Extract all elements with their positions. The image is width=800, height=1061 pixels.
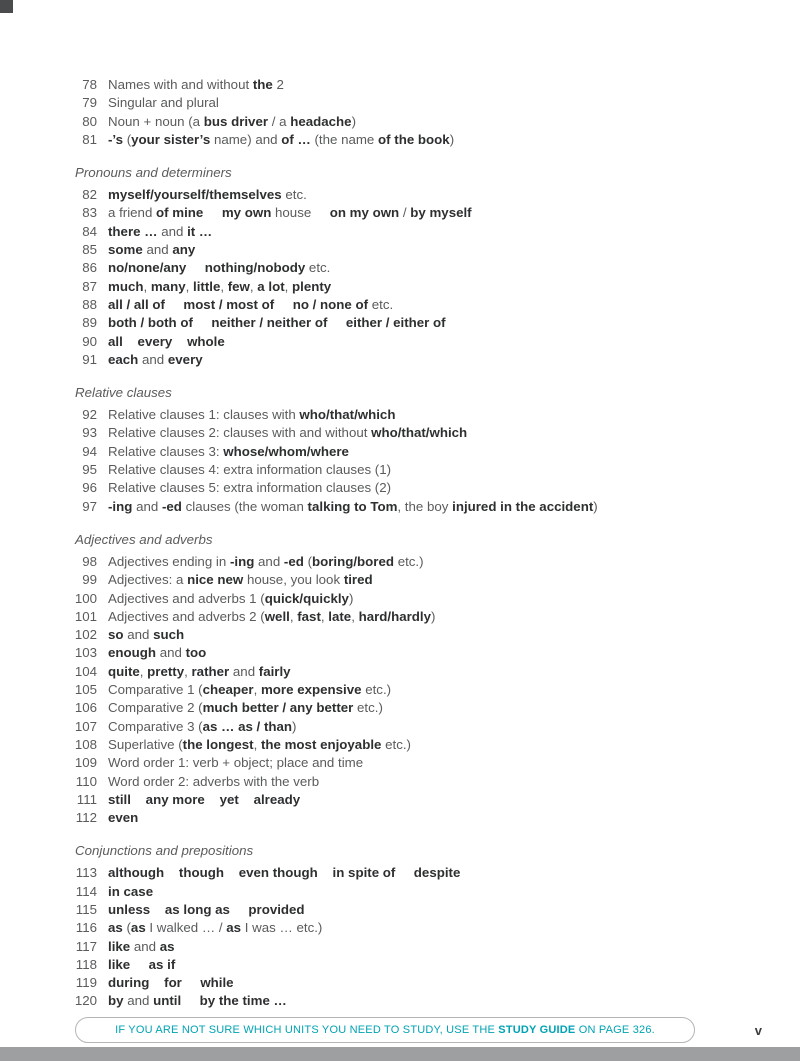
toc-row <box>69 974 760 992</box>
study-guide-note-pre: IF YOU ARE NOT SURE WHICH UNITS YOU NEED TO STUDY, USE THE <box>115 1024 499 1036</box>
unit-number: 105 <box>74 682 97 698</box>
toc-row <box>69 186 760 204</box>
unit-number: 89 <box>82 315 97 331</box>
study-guide-note <box>75 1017 695 1043</box>
unit-title: Adjectives ending in -ing and -ed (boring/bored etc.) <box>108 553 424 569</box>
toc-row <box>69 94 760 112</box>
unit-title: in case <box>108 883 154 899</box>
unit-title: Names with and without the 2 <box>108 77 284 92</box>
study-guide-label: STUDY GUIDE <box>498 1024 576 1036</box>
toc-row <box>69 736 760 754</box>
toc-row <box>69 644 760 662</box>
toc-row <box>69 699 760 717</box>
toc-row <box>69 864 760 882</box>
section-heading: Relative clauses <box>75 385 172 401</box>
toc-row <box>69 498 760 516</box>
unit-number: 97 <box>82 498 97 514</box>
toc-row <box>69 479 760 497</box>
unit-number: 94 <box>82 443 97 459</box>
unit-number: 99 <box>82 572 97 588</box>
unit-title: -ing and -ed clauses (the woman talking to Tom, the boy injured in the accident) <box>108 498 598 514</box>
unit-title: so and such <box>108 627 185 643</box>
unit-number: 108 <box>74 736 97 752</box>
unit-title: myself/yourself/themselves etc. <box>108 187 307 203</box>
unit-title: even <box>108 810 139 826</box>
unit-title: Relative clauses 3: whose/whom/where <box>108 443 349 459</box>
toc-row <box>69 333 760 351</box>
unit-title: like and as <box>108 938 175 954</box>
unit-title: Relative clauses 2: clauses with and without who/that/which <box>108 425 468 441</box>
unit-title: Relative clauses 5: extra information clauses (2) <box>108 480 392 496</box>
toc-row <box>69 351 760 369</box>
unit-title: Singular and plural <box>108 95 219 111</box>
unit-title: Word order 1: verb + object; place and time <box>108 755 364 771</box>
toc-row <box>69 608 760 626</box>
unit-number: 82 <box>82 187 97 203</box>
unit-number: 79 <box>82 95 97 111</box>
unit-number: 84 <box>82 223 97 239</box>
unit-number: 102 <box>74 627 97 643</box>
unit-number: 100 <box>74 590 97 606</box>
toc-row <box>69 663 760 681</box>
toc-row <box>69 681 760 699</box>
toc-row <box>69 956 760 974</box>
page-number: v <box>754 1022 762 1038</box>
unit-number: 95 <box>82 462 97 478</box>
unit-number: 112 <box>75 810 97 826</box>
toc-row <box>69 901 760 919</box>
unit-title: all / all of most / most of no / none of etc. <box>108 296 394 312</box>
toc-row <box>69 406 760 424</box>
toc-row <box>69 718 760 736</box>
unit-title: like as if <box>108 956 176 972</box>
unit-number: 85 <box>82 242 97 258</box>
unit-number: 117 <box>75 938 97 954</box>
unit-number: 111 <box>76 791 97 807</box>
unit-number: 88 <box>82 296 97 312</box>
unit-title: during for while <box>108 975 234 991</box>
toc-row <box>69 626 760 644</box>
unit-title: Noun + noun (a bus driver / a headache) <box>108 113 356 129</box>
unit-number: 118 <box>75 956 97 972</box>
unit-title: much, many, little, few, a lot, plenty <box>108 278 332 294</box>
toc-row <box>69 259 760 277</box>
unit-number: 101 <box>74 608 97 624</box>
unit-title: Relative clauses 4: extra information clauses (1) <box>108 462 392 478</box>
toc-row <box>69 791 760 809</box>
unit-number: 106 <box>74 700 97 716</box>
unit-number: 107 <box>74 718 97 734</box>
unit-number: 80 <box>82 113 97 129</box>
unit-number: 103 <box>74 645 97 661</box>
unit-number: 110 <box>75 773 97 789</box>
toc-row <box>69 76 760 94</box>
toc-row <box>69 754 760 772</box>
toc-row <box>69 314 760 332</box>
unit-title: Comparative 2 (much better / any better etc.) <box>108 700 383 716</box>
unit-title: there … and it … <box>108 223 213 239</box>
unit-number: 90 <box>82 333 97 349</box>
unit-title: Adjectives and adverbs 1 (quick/quickly) <box>108 590 354 606</box>
unit-number: 86 <box>82 260 97 276</box>
toc-row <box>69 773 760 791</box>
unit-title: a friend of mine my own house on my own / by myself <box>108 205 472 221</box>
unit-number: 93 <box>82 425 97 441</box>
unit-title: quite, pretty, rather and fairly <box>108 663 291 679</box>
toc-row <box>69 571 760 589</box>
corner-mark <box>0 0 13 13</box>
unit-title: by and until by the time … <box>108 993 287 1009</box>
unit-title: Comparative 3 (as … as / than) <box>108 718 297 734</box>
unit-title: both / both of neither / neither of either / either of <box>108 315 446 331</box>
unit-number: 119 <box>75 975 97 991</box>
unit-title: enough and too <box>108 645 207 661</box>
unit-title: still any more yet already <box>108 791 301 807</box>
toc-row <box>69 553 760 571</box>
toc-row <box>69 883 760 901</box>
toc-row <box>69 204 760 222</box>
unit-title: Superlative (the longest, the most enjoyable etc.) <box>108 736 411 752</box>
unit-title: Adjectives: a nice new house, you look tired <box>108 572 373 588</box>
unit-title: no/none/any nothing/nobody etc. <box>108 260 331 276</box>
footer <box>0 1017 800 1043</box>
toc-row <box>69 992 760 1010</box>
unit-number: 92 <box>82 407 97 423</box>
unit-title: Adjectives and adverbs 2 (well, fast, late, hard/hardly) <box>108 608 436 624</box>
bottom-bar <box>0 1047 800 1061</box>
unit-number: 114 <box>75 883 97 899</box>
toc-row <box>69 461 760 479</box>
unit-number: 116 <box>75 920 97 936</box>
unit-title: some and any <box>108 242 196 258</box>
toc-row <box>69 223 760 241</box>
toc-row <box>69 938 760 956</box>
unit-title: all every whole <box>108 333 225 349</box>
toc-row <box>69 241 760 259</box>
study-guide-note-post: ON PAGE 326. <box>575 1024 655 1036</box>
toc-row <box>69 296 760 314</box>
unit-number: 113 <box>75 865 97 881</box>
toc-row <box>69 278 760 296</box>
unit-number: 81 <box>82 131 97 147</box>
toc-row <box>69 590 760 608</box>
toc-row <box>69 131 760 149</box>
section-heading: Pronouns and determiners <box>75 165 232 181</box>
unit-title: as (as I walked … / as I was … etc.) <box>108 920 323 936</box>
unit-title: unless as long as provided <box>108 901 305 917</box>
unit-number: 96 <box>82 480 97 496</box>
unit-number: 109 <box>74 755 97 771</box>
unit-title: each and every <box>108 351 203 367</box>
unit-title: -’s (your sister’s name) and of … (the name of the book) <box>108 131 455 147</box>
toc-row <box>69 113 760 131</box>
unit-number: 83 <box>82 205 97 221</box>
unit-title: although though even though in spite of despite <box>108 865 461 881</box>
section-heading: Adjectives and adverbs <box>75 531 213 547</box>
unit-title: Comparative 1 (cheaper, more expensive etc.) <box>108 682 392 698</box>
toc-row <box>69 443 760 461</box>
toc-row <box>69 919 760 937</box>
unit-number: 115 <box>75 901 97 917</box>
unit-number: 91 <box>82 351 97 367</box>
unit-number: 87 <box>82 278 97 294</box>
unit-title: Relative clauses 1: clauses with who/that/which <box>108 407 396 423</box>
unit-number: 104 <box>74 663 97 679</box>
toc-row <box>69 424 760 442</box>
unit-number: 78 <box>82 77 97 92</box>
section-heading: Conjunctions and prepositions <box>75 843 254 859</box>
unit-number: 120 <box>74 993 97 1009</box>
unit-title: Word order 2: adverbs with the verb <box>108 773 320 789</box>
toc-row <box>69 809 760 827</box>
unit-number: 98 <box>82 553 97 569</box>
